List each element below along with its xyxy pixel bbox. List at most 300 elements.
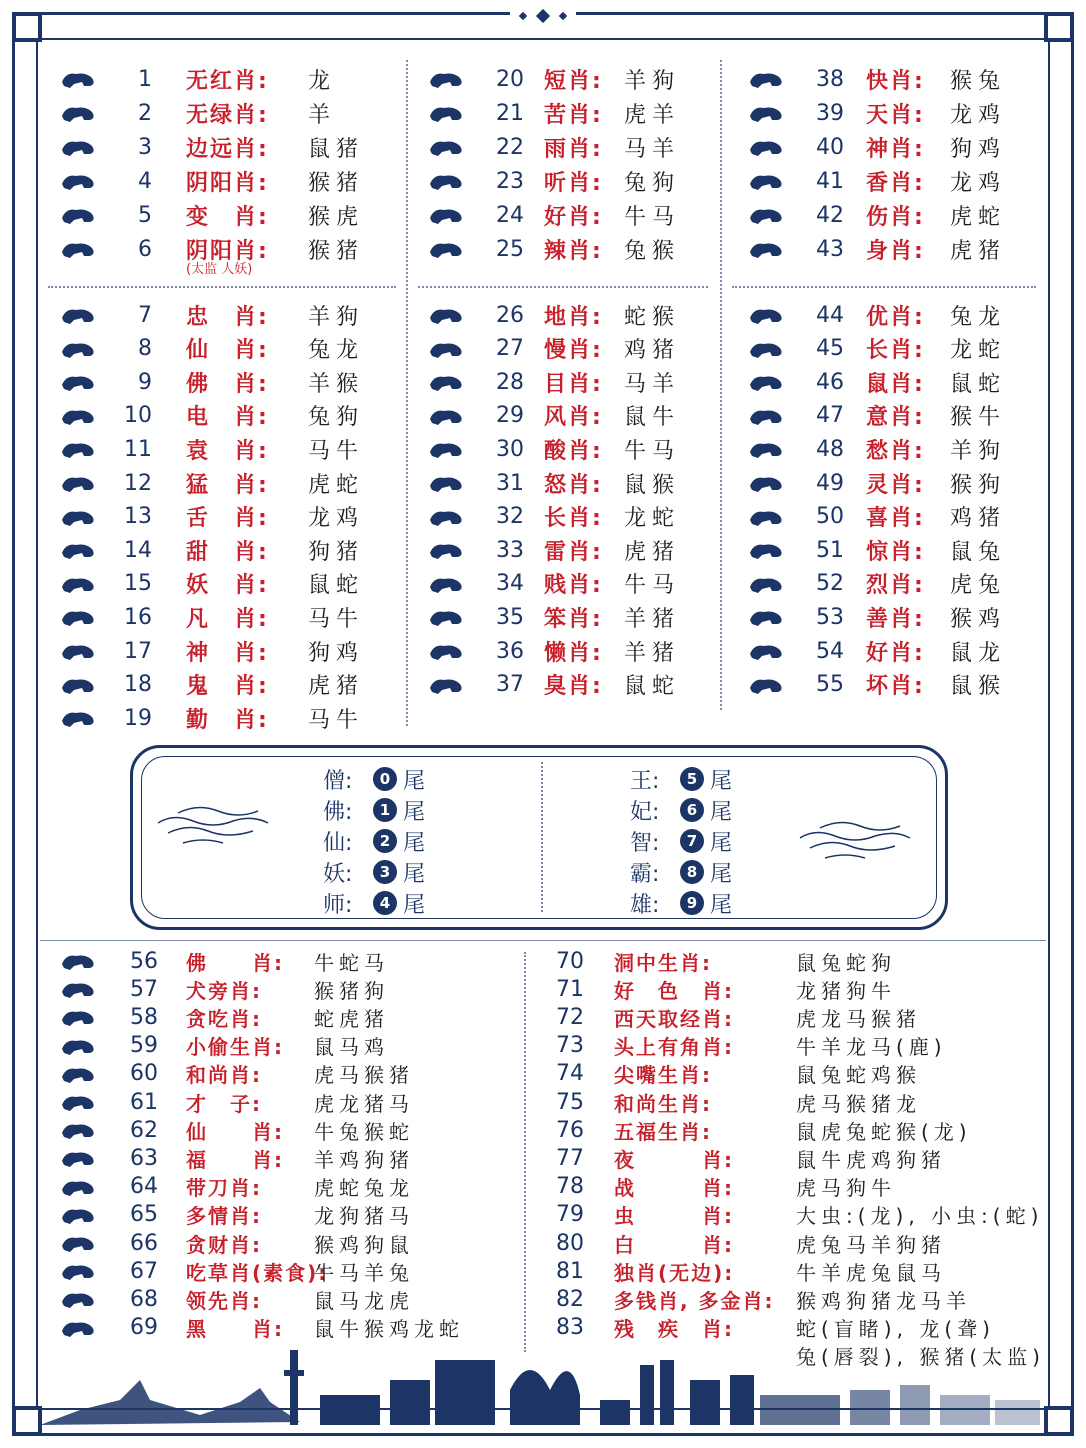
- item-number: 73: [556, 1033, 584, 1059]
- list-item: [746, 365, 1036, 399]
- item-label: 洞中生肖:: [614, 950, 712, 975]
- list-item: [58, 198, 398, 232]
- item-number: 4: [138, 168, 152, 194]
- item-value: 鼠虎兔蛇猴(龙): [796, 1119, 972, 1144]
- ox-icon: [426, 438, 466, 460]
- list-item: [426, 567, 716, 601]
- corner-ornament: [12, 12, 42, 42]
- tail-digit-badge: 3: [373, 860, 397, 884]
- item-label: 阴阳肖:: [186, 238, 269, 264]
- item-value: 牛兔猴蛇: [314, 1119, 414, 1144]
- item-label: 多情肖:: [186, 1204, 262, 1229]
- tail-name: 智:: [630, 830, 660, 856]
- list-item: [426, 130, 716, 164]
- item-number: 1: [138, 66, 152, 92]
- tail-digit-badge: 1: [373, 798, 397, 822]
- list-item: [58, 668, 398, 702]
- item-number: 43: [816, 236, 844, 262]
- item-number: 14: [124, 537, 152, 563]
- tail-name: 佛:: [323, 799, 353, 825]
- item-label: 懒肖:: [544, 640, 603, 666]
- divider: [40, 940, 1046, 941]
- ox-icon: [426, 204, 466, 226]
- list-item: [746, 600, 1036, 634]
- item-label: 虫 肖:: [614, 1204, 734, 1229]
- item-label: 好肖:: [544, 204, 603, 230]
- item-label: 鼠肖:: [866, 371, 925, 397]
- horse-icon: [426, 136, 466, 158]
- item-value: 猴鸡狗猪龙马羊: [796, 1288, 971, 1313]
- snake-icon: [58, 472, 98, 494]
- item-number: 39: [816, 100, 844, 126]
- item-value: 鼠蛇: [624, 674, 681, 700]
- item-number: 65: [130, 1202, 158, 1228]
- item-label: 神 肖:: [186, 640, 269, 666]
- column-divider: [720, 60, 722, 710]
- item-number: 24: [496, 202, 524, 228]
- item-number: 53: [816, 604, 844, 630]
- list-item: [58, 500, 398, 534]
- list-item: [426, 298, 716, 332]
- item-label: 舌 肖:: [186, 506, 269, 532]
- list-item: [746, 198, 1036, 232]
- tail-unit: 尾: [710, 830, 733, 856]
- item-value: 虎马狗牛: [796, 1176, 896, 1201]
- item-value: 龙蛇: [950, 338, 1007, 364]
- item-label: 身肖:: [866, 238, 925, 264]
- rabbit-icon: [426, 506, 466, 528]
- item-number: 76: [556, 1117, 584, 1143]
- tiger-icon: [58, 674, 98, 696]
- item-label: 伤肖:: [866, 204, 925, 230]
- tail-digit-badge: 2: [373, 829, 397, 853]
- monkey-icon: [426, 304, 466, 326]
- list-item: [58, 533, 398, 567]
- item-number: 13: [124, 504, 152, 530]
- item-value: 马牛: [308, 438, 365, 464]
- item-label: 长肖:: [866, 338, 925, 364]
- item-label: 勤 肖:: [186, 707, 269, 733]
- list-item: [58, 466, 398, 500]
- item-value: 鼠牛: [624, 405, 681, 431]
- item-value: 龙蛇: [624, 506, 681, 532]
- item-number: 11: [124, 436, 152, 462]
- item-number: 45: [816, 336, 844, 362]
- tail-name: 僧:: [323, 768, 353, 794]
- tail-digit-badge: 8: [680, 860, 704, 884]
- item-label: 福 肖:: [186, 1147, 284, 1172]
- item-number: 20: [496, 66, 524, 92]
- cloud-icon: [795, 808, 915, 868]
- list-item: [746, 298, 1036, 332]
- item-label: 甜 肖:: [186, 539, 269, 565]
- monkey-icon: [746, 606, 786, 628]
- item-label: 风肖:: [544, 405, 603, 431]
- list-item: [746, 500, 1036, 534]
- item-label: 辣肖:: [544, 238, 603, 264]
- goat-icon: [426, 606, 466, 628]
- item-value: 虎龙马猴猪: [796, 1006, 921, 1031]
- item-value: 虎猪: [950, 238, 1007, 264]
- item-label: 雨肖:: [544, 136, 603, 162]
- rat-icon: [746, 640, 786, 662]
- item-value: 狗猪: [308, 539, 365, 565]
- snake-icon: [426, 472, 466, 494]
- item-value: 虎蛇兔龙: [314, 1176, 414, 1201]
- tail-name: 妃:: [630, 799, 660, 825]
- item-value: 蛇猴: [624, 304, 681, 330]
- item-label: 阴阳肖:: [186, 170, 269, 196]
- item-value: 马牛: [308, 707, 365, 733]
- list-item: [426, 466, 716, 500]
- item-value: 狗鸡: [950, 136, 1007, 162]
- top-ornament-icon: [510, 4, 576, 28]
- item-value: 羊鸡狗猪: [314, 1147, 414, 1172]
- item-value: 羊猪: [624, 606, 681, 632]
- tail-item: [630, 764, 732, 794]
- tail-name: 霸:: [630, 861, 660, 887]
- item-value: 虎蛇: [308, 472, 365, 498]
- item-number: 71: [556, 976, 584, 1002]
- item-value: 鸡猪: [950, 506, 1007, 532]
- item-number: 83: [556, 1315, 584, 1341]
- item-label: 猛 肖:: [186, 472, 269, 498]
- monkey-icon: [58, 950, 98, 972]
- list-item: [746, 567, 1036, 601]
- item-value: 猴狗: [950, 472, 1007, 498]
- corner-ornament: [12, 1406, 42, 1436]
- item-number: 18: [124, 672, 152, 698]
- item-number: 32: [496, 504, 524, 530]
- rooster-icon: [58, 1204, 98, 1226]
- item-value: 龙狗猪马: [314, 1204, 414, 1229]
- item-label: 妖 肖:: [186, 573, 269, 599]
- cloud-icon: [153, 793, 273, 853]
- item-value: 鼠蛇: [308, 573, 365, 599]
- item-number: 16: [124, 604, 152, 630]
- divider: [418, 286, 708, 288]
- item-value: 虎龙猪马: [314, 1091, 414, 1116]
- item-label: 惊肖:: [866, 539, 925, 565]
- item-label: 愁肖:: [866, 438, 925, 464]
- item-label: 吃草肖(素食):: [186, 1260, 329, 1285]
- rat-icon: [426, 405, 466, 427]
- item-number: 63: [130, 1145, 158, 1171]
- item-value: 猴猪: [308, 170, 365, 196]
- list-item: [58, 701, 398, 735]
- tail-digit-badge: 6: [680, 798, 704, 822]
- item-label: 和尚肖:: [186, 1063, 262, 1088]
- item-value: 鼠马鸡: [314, 1035, 389, 1060]
- list-item: [746, 62, 1036, 96]
- item-number: 12: [124, 470, 152, 496]
- item-value: 鼠兔蛇鸡猴: [796, 1063, 921, 1088]
- item-value: 龙猪狗牛: [796, 978, 896, 1003]
- tail-unit: 尾: [403, 768, 426, 794]
- item-label: 带刀肖:: [186, 1176, 262, 1201]
- item-number: 10: [124, 403, 152, 429]
- item-value: 羊狗: [624, 68, 681, 94]
- item-value: 马羊: [624, 136, 681, 162]
- horse-icon: [426, 573, 466, 595]
- item-label: 黑 肖:: [186, 1317, 284, 1342]
- item-number: 56: [130, 948, 158, 974]
- rat-icon: [58, 1232, 98, 1254]
- item-number: 72: [556, 1004, 584, 1030]
- item-value: 鼠猪: [308, 136, 365, 162]
- item-value: 羊狗: [950, 438, 1007, 464]
- item-number: 48: [816, 436, 844, 462]
- tail-unit: 尾: [403, 830, 426, 856]
- item-number: 33: [496, 537, 524, 563]
- goat-icon: [58, 102, 98, 124]
- item-number: 82: [556, 1286, 584, 1312]
- tiger-icon: [426, 238, 466, 260]
- dragon-icon: [426, 674, 466, 696]
- list-item: [426, 232, 716, 266]
- dragon-icon: [58, 68, 98, 90]
- tiger-icon: [746, 573, 786, 595]
- tail-unit: 尾: [710, 768, 733, 794]
- item-value: 狗鸡: [308, 640, 365, 666]
- item-label: 忠 肖:: [186, 304, 269, 330]
- item-value: 牛马: [624, 204, 681, 230]
- tail-item: [323, 795, 425, 825]
- list-item: [58, 298, 398, 332]
- item-number: 19: [124, 705, 152, 731]
- item-value: 鼠兔蛇狗: [796, 950, 896, 975]
- dog-icon: [426, 338, 466, 360]
- list-item: [58, 62, 398, 96]
- rabbit-icon: [58, 1091, 98, 1113]
- item-value: 虎猪: [624, 539, 681, 565]
- item-label: 变 肖:: [186, 204, 269, 230]
- item-label: 犬旁肖:: [186, 978, 262, 1003]
- item-value: 猴牛: [950, 405, 1007, 431]
- item-number: 2: [138, 100, 152, 126]
- list-item: [426, 533, 716, 567]
- item-number: 75: [556, 1089, 584, 1115]
- item-number: 51: [816, 537, 844, 563]
- item-note: (太监 人妖): [186, 262, 253, 277]
- item-number: 7: [138, 302, 152, 328]
- item-value: 鼠马龙虎: [314, 1288, 414, 1313]
- item-value: 大虫:(龙), 小虫:(蛇): [796, 1204, 1044, 1229]
- goat-icon: [58, 1317, 98, 1339]
- item-label: 喜肖:: [866, 506, 925, 532]
- tiger-icon: [426, 102, 466, 124]
- tail-unit: 尾: [403, 861, 426, 887]
- item-value: 猴虎: [308, 204, 365, 230]
- item-value: 鼠龙: [950, 640, 1007, 666]
- item-number: 28: [496, 369, 524, 395]
- list-item: [426, 62, 716, 96]
- item-number: 22: [496, 134, 524, 160]
- item-value: 猴鸡狗鼠: [314, 1232, 414, 1257]
- item-value: 蛇(盲睹), 龙(聋): [796, 1317, 995, 1342]
- item-number: 70: [556, 948, 584, 974]
- list-item: [58, 600, 398, 634]
- item-number: 31: [496, 470, 524, 496]
- item-label: 贪吃肖:: [186, 1006, 262, 1031]
- goat-icon: [58, 371, 98, 393]
- item-label: 仙 肖:: [186, 1119, 284, 1144]
- item-label: 目肖:: [544, 371, 603, 397]
- item-number: 64: [130, 1174, 158, 1200]
- item-value: 马羊: [624, 371, 681, 397]
- tail-unit: 尾: [710, 861, 733, 887]
- list-item: [426, 500, 716, 534]
- list-item: [58, 399, 398, 433]
- monkey-icon: [58, 1006, 98, 1028]
- item-value: 牛羊龙马(鹿): [796, 1035, 947, 1060]
- item-value: 虎马猴猪: [314, 1063, 414, 1088]
- list-item: [426, 198, 716, 232]
- list-item: [746, 232, 1036, 266]
- rabbit-icon: [426, 170, 466, 192]
- tail-digit-badge: 9: [680, 891, 704, 915]
- monkey-icon: [746, 68, 786, 90]
- item-label: 夜 肖:: [614, 1147, 734, 1172]
- item-label: 短肖:: [544, 68, 603, 94]
- item-value: 虎马猴猪龙: [796, 1091, 921, 1116]
- list-item: [426, 668, 716, 702]
- list-item: [426, 432, 716, 466]
- item-number: 54: [816, 638, 844, 664]
- item-label: 香肖:: [866, 170, 925, 196]
- item-value: 虎猪: [308, 674, 365, 700]
- item-value: 牛羊虎兔鼠马: [796, 1260, 946, 1285]
- horse-icon: [58, 438, 98, 460]
- item-value: 鼠猴: [950, 674, 1007, 700]
- item-number: 74: [556, 1061, 584, 1087]
- tail-unit: 尾: [403, 892, 426, 918]
- list-item: [58, 332, 398, 366]
- list-item: [58, 567, 398, 601]
- item-number: 27: [496, 336, 524, 362]
- list-item: [746, 634, 1036, 668]
- item-value: 龙鸡: [308, 506, 365, 532]
- item-value: 鼠猴: [624, 472, 681, 498]
- item-label: 无绿肖:: [186, 102, 269, 128]
- tail-name: 妖:: [323, 861, 353, 887]
- horse-icon: [58, 1260, 98, 1282]
- item-label: 鬼 肖:: [186, 674, 269, 700]
- dragon-icon: [746, 338, 786, 360]
- tail-digit-badge: 5: [680, 767, 704, 791]
- item-label: 仙 肖:: [186, 338, 269, 364]
- item-value: 龙: [308, 68, 337, 94]
- monkey-icon: [58, 204, 98, 226]
- item-number: 3: [138, 134, 152, 160]
- tiger-icon: [58, 1063, 98, 1085]
- corner-ornament: [1044, 12, 1074, 42]
- item-value: 鸡猪: [624, 338, 681, 364]
- item-label: 怒肖:: [544, 472, 603, 498]
- rat-icon: [746, 371, 786, 393]
- list-item: [746, 432, 1036, 466]
- item-label: 慢肖:: [544, 338, 603, 364]
- tail-item: [630, 795, 732, 825]
- item-number: 26: [496, 302, 524, 328]
- item-label: 凡 肖:: [186, 606, 269, 632]
- dog-icon: [58, 640, 98, 662]
- item-number: 49: [816, 470, 844, 496]
- list-item: [426, 164, 716, 198]
- list-item: [58, 96, 398, 130]
- item-number: 79: [556, 1202, 584, 1228]
- column-divider: [406, 60, 408, 726]
- item-number: 5: [138, 202, 152, 228]
- item-number: 30: [496, 436, 524, 462]
- item-number: 68: [130, 1286, 158, 1312]
- item-label: 佛 肖:: [186, 371, 269, 397]
- item-label: 好 色 肖:: [614, 978, 734, 1003]
- item-value: 龙鸡: [950, 102, 1007, 128]
- tail-item: [630, 857, 732, 887]
- list-item: [426, 96, 716, 130]
- item-number: 17: [124, 638, 152, 664]
- item-number: 59: [130, 1033, 158, 1059]
- list-item: [58, 634, 398, 668]
- item-number: 81: [556, 1258, 584, 1284]
- list-item: [426, 399, 716, 433]
- tail-digit-badge: 4: [373, 891, 397, 915]
- item-number: 69: [130, 1315, 158, 1341]
- item-number: 52: [816, 571, 844, 597]
- rooster-icon: [746, 506, 786, 528]
- item-value: 兔龙: [950, 304, 1007, 330]
- rat-icon: [58, 1035, 98, 1057]
- tail-item: [323, 764, 425, 794]
- list-item: [58, 164, 398, 198]
- item-number: 21: [496, 100, 524, 126]
- rat-icon: [58, 606, 98, 628]
- item-value: 龙鸡: [950, 170, 1007, 196]
- dragon-icon: [58, 506, 98, 528]
- item-number: 60: [130, 1061, 158, 1087]
- item-value: 兔龙: [308, 338, 365, 364]
- list-item: [746, 96, 1036, 130]
- item-value: 猴兔: [950, 68, 1007, 94]
- list-item: [426, 634, 716, 668]
- item-number: 8: [138, 336, 152, 362]
- rabbit-icon: [746, 539, 786, 561]
- item-number: 55: [816, 672, 844, 698]
- item-label: 善肖:: [866, 606, 925, 632]
- item-number: 15: [124, 571, 152, 597]
- item-value: 蛇虎猪: [314, 1006, 389, 1031]
- item-value: 鼠兔: [950, 539, 1007, 565]
- goat-icon: [58, 304, 98, 326]
- tail-name: 雄:: [630, 892, 660, 918]
- divider: [732, 286, 1036, 288]
- item-label: 头上有角肖:: [614, 1035, 734, 1060]
- item-number: 58: [130, 1004, 158, 1030]
- item-label: 西天取经肖:: [614, 1006, 734, 1031]
- item-label: 神肖:: [866, 136, 925, 162]
- item-label: 无红肖:: [186, 68, 269, 94]
- item-label: 贱肖:: [544, 573, 603, 599]
- item-number: 42: [816, 202, 844, 228]
- list-item: [746, 399, 1036, 433]
- item-label: 灵肖:: [866, 472, 925, 498]
- list-item: [58, 365, 398, 399]
- item-label: 多钱肖, 多金肖:: [614, 1288, 775, 1313]
- item-label: 天肖:: [866, 102, 925, 128]
- item-label: 尖嘴生肖:: [614, 1063, 712, 1088]
- list-item: [746, 668, 1036, 702]
